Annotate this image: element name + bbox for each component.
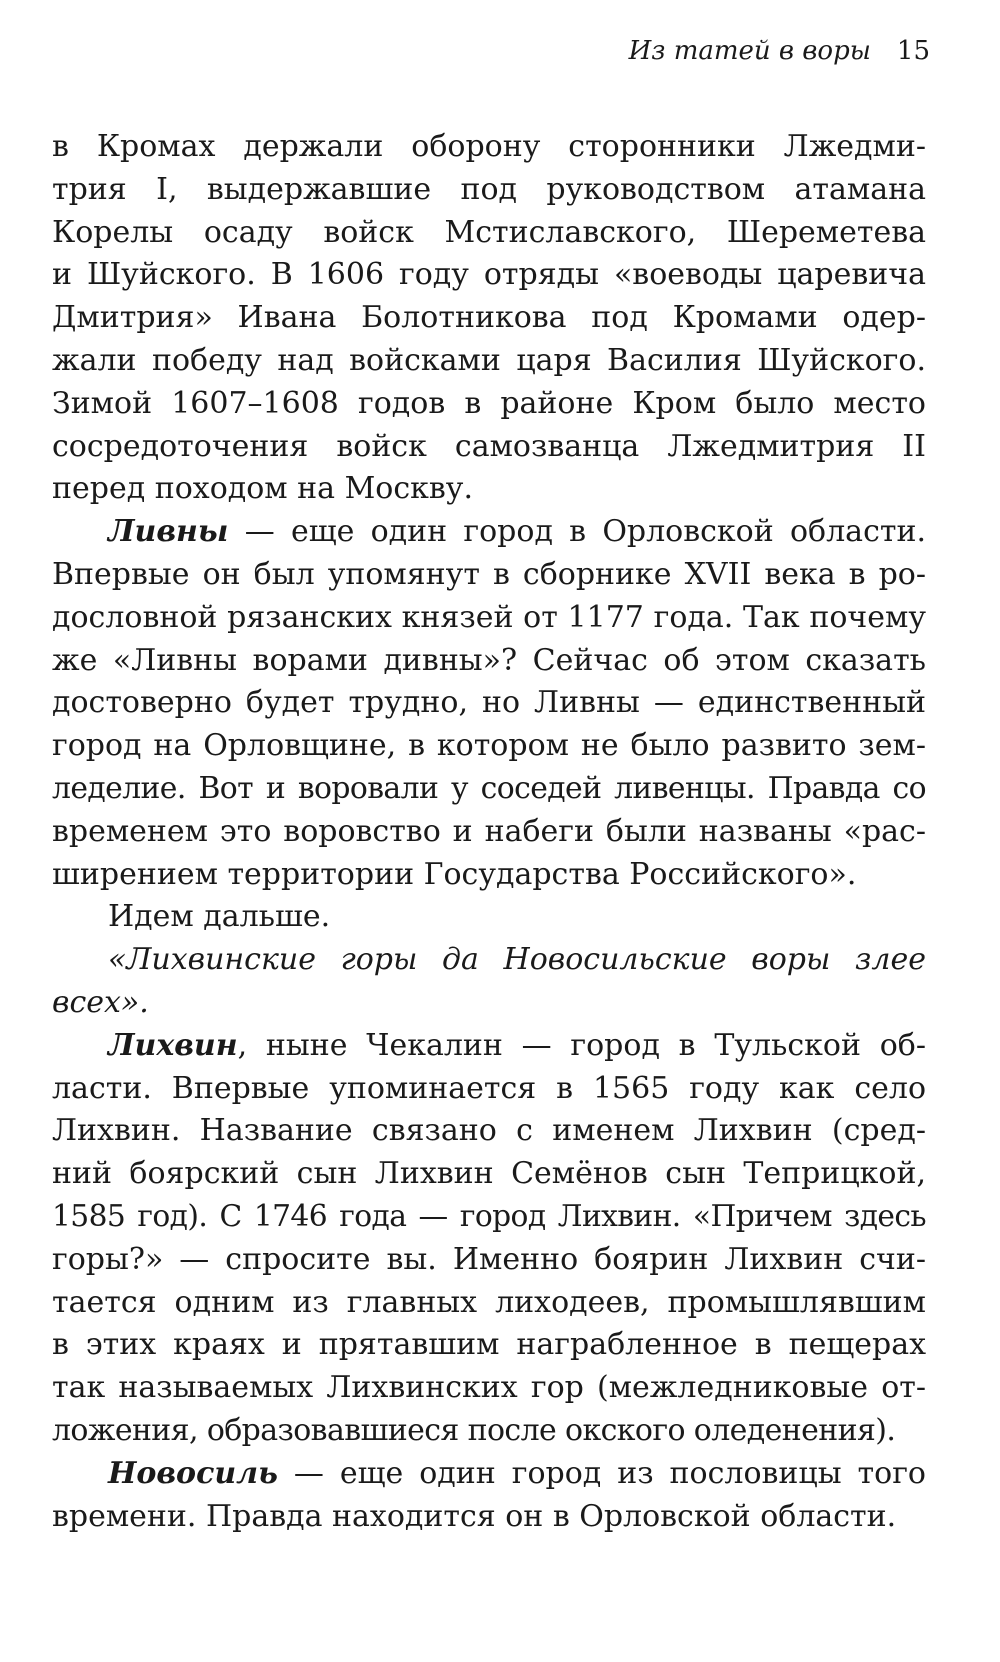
running-head: [629, 36, 930, 66]
text-line: времени. Правда находится он в Орловской области.: [52, 1498, 897, 1534]
text-line: ний боярский сын Лихвин Семёнов сын Теприцкой,: [52, 1156, 926, 1192]
text-line: тается одним из главных лиходеев, промышлявшим: [52, 1284, 926, 1320]
text-line: Корелы осаду войск Мстиславского, Шереметева: [52, 214, 926, 250]
text-line: дословной рязанских князей от 1177 года. Так почему: [52, 599, 926, 635]
text-line: же «Ливны ворами дивны»? Сейчас об этом сказать: [52, 642, 926, 678]
text-line: трия I, выдержавшие под руководством атамана: [52, 171, 926, 207]
paragraph-novosil: [52, 1453, 926, 1539]
body-text: [52, 126, 926, 1538]
lead-term-novosil: Новосиль: [108, 1455, 278, 1491]
paragraph-likhvin: [52, 1025, 926, 1453]
text-line: перед походом на Москву.: [52, 471, 473, 507]
text-line: Идем дальше.: [108, 899, 331, 935]
text-line: [52, 511, 926, 554]
paragraph-livny: [52, 511, 926, 896]
text-line: Зимой 1607–1608 годов в районе Кром было место: [52, 385, 926, 421]
text-line: город на Орловщине, в котором не было развито зем-: [52, 728, 926, 764]
text-line: так называемых Лихвинских гор (межледниковые от-: [52, 1370, 926, 1406]
paragraph-next: [52, 896, 926, 939]
text-line: жали победу над войсками царя Василия Шуйского.: [52, 342, 926, 378]
lead-term-likhvin: Лихвин: [108, 1027, 238, 1063]
lead-line-rest: , ныне Чекалин — город в Тульской об-: [237, 1027, 926, 1063]
paragraph-proverb: [52, 939, 926, 1025]
lead-line-rest: — еще один город из пословицы того: [277, 1455, 926, 1491]
proverb-line: всех».: [52, 984, 149, 1020]
text-line: и Шуйского. В 1606 году отряды «воеводы царевича: [52, 257, 926, 293]
text-line: в этих краях и прятавшим награбленное в пещерах: [52, 1327, 926, 1363]
book-page: [52, 0, 932, 1662]
text-line: ложения, образовавшиеся после окского оледенения).: [52, 1412, 896, 1448]
text-line: сосредоточения войск самозванца Лжедмитрия II: [52, 428, 926, 464]
text-line: временем это воровство и набеги были названы «рас-: [52, 813, 926, 849]
lead-term-livny: Ливны: [108, 514, 229, 550]
text-line: [52, 1025, 926, 1068]
text-line: ласти. Впервые упоминается в 1565 году как село: [52, 1070, 926, 1106]
section-title: Из татей в воры: [628, 36, 871, 66]
text-line: леделие. Вот и воровали у соседей ливенцы. Правда со: [52, 770, 926, 806]
text-line: Дмитрия» Ивана Болотникова под Кромами одер-: [52, 300, 926, 336]
text-line: 1585 год). С 1746 года — город Лихвин. «Причем здесь: [52, 1198, 926, 1234]
text-line: [52, 1453, 926, 1496]
lead-line-rest: — еще один город в Орловской области.: [228, 514, 926, 550]
text-line: Впервые он был упомянут в сборнике XVII века в ро-: [52, 556, 926, 592]
text-line: достоверно будет трудно, но Ливны — единственный: [52, 685, 926, 721]
proverb-line: «Лихвинские горы да Новосильские воры злее: [108, 942, 926, 978]
text-line: в Кромах держали оборону сторонники Лжедми-: [52, 129, 926, 164]
paragraph-kromy: [52, 126, 926, 511]
text-line: ширением территории Государства Российского».: [52, 856, 857, 892]
text-line: Лихвин. Название связано с именем Лихвин (сред-: [52, 1113, 926, 1149]
text-line: горы?» — спросите вы. Именно боярин Лихвин счи-: [52, 1241, 926, 1277]
page-number: 15: [896, 36, 930, 66]
